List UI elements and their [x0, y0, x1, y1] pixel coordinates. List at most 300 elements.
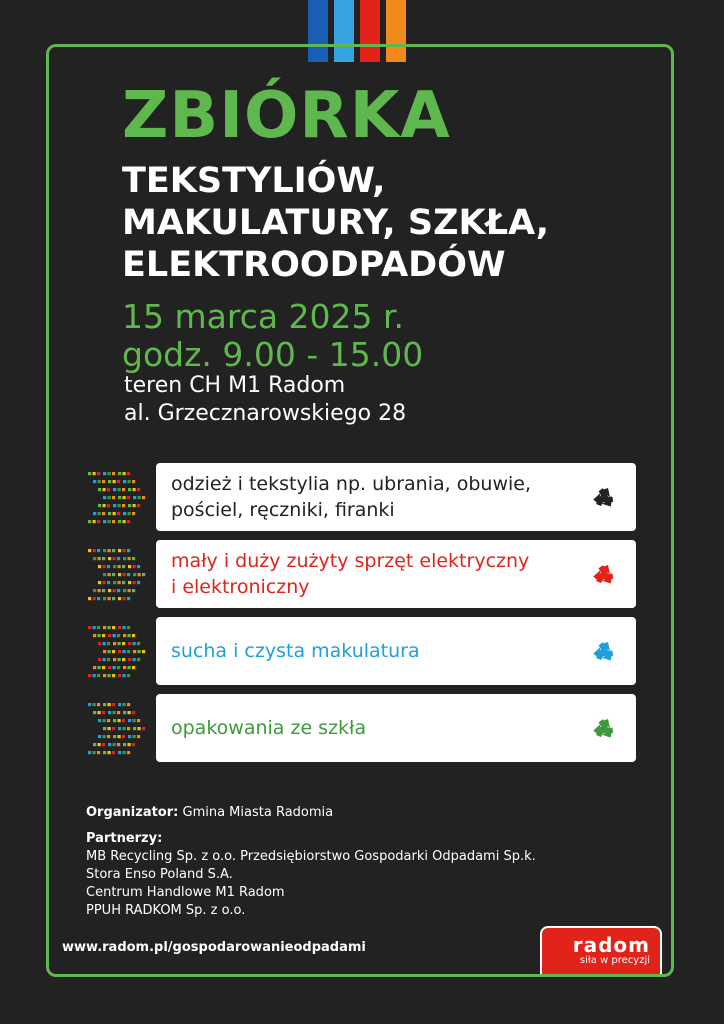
chevron-dot: [123, 650, 126, 653]
chevron-dot: [123, 634, 126, 637]
category-list: [84, 463, 636, 771]
chevron-dot: [127, 674, 130, 677]
chevron-dot: [113, 642, 116, 645]
recycle-icon: [584, 477, 624, 517]
chevron-dot: [97, 703, 100, 706]
chevron-dot: [98, 504, 101, 507]
event-time: godz. 9.00 - 15.00: [122, 335, 424, 374]
chevron-dot: [93, 751, 96, 754]
chevron-dot: [108, 520, 111, 523]
chevron-dot: [113, 589, 116, 592]
chevron-dot: [133, 719, 136, 722]
chevron-dot: [128, 743, 131, 746]
chevron-dot: [142, 727, 145, 730]
chevron-dot: [88, 626, 91, 629]
chevron-dot: [133, 581, 136, 584]
chevron-dot: [132, 557, 135, 560]
chevron-dot: [93, 703, 96, 706]
chevron-dot: [98, 581, 101, 584]
chevron-dot: [123, 557, 126, 560]
chevron-dot: [133, 735, 136, 738]
chevron-dot: [112, 751, 115, 754]
chevron-dot: [102, 666, 105, 669]
chevron-dot: [127, 573, 130, 576]
chevron-dot: [142, 650, 145, 653]
chevron-dot: [113, 565, 116, 568]
chevron-dot: [113, 504, 116, 507]
chevron-dot: [103, 597, 106, 600]
chevron-dot: [93, 472, 96, 475]
chevron-dot: [127, 727, 130, 730]
chevron-dot: [108, 674, 111, 677]
chevron-dot: [123, 597, 126, 600]
chevron-dot: [93, 634, 96, 637]
chevron-dot: [117, 480, 120, 483]
chevron-dot: [137, 581, 140, 584]
recycle-icon: [584, 631, 624, 671]
chevron-dot: [118, 488, 121, 491]
chevron-dot: [123, 589, 126, 592]
chevron-dot: [137, 719, 140, 722]
chevron-dot: [97, 751, 100, 754]
chevron-dot: [118, 496, 121, 499]
chevron-dot: [123, 480, 126, 483]
chevron-dot: [108, 634, 111, 637]
organizer: [86, 804, 333, 822]
category-line: odzież i tekstylia np. ubrania, obuwie,: [171, 473, 531, 495]
chevron-dot: [117, 557, 120, 560]
chevron-dot: [123, 472, 126, 475]
chevron-dot: [128, 711, 131, 714]
chevron-dot: [88, 520, 91, 523]
chevron-dot: [123, 573, 126, 576]
chevron-dot: [123, 666, 126, 669]
chevron-dot: [93, 674, 96, 677]
chevron-dot: [102, 557, 105, 560]
chevron-dot: [93, 512, 96, 515]
chevron-dot: [97, 597, 100, 600]
chevron-dot: [88, 703, 91, 706]
radom-logo: [540, 926, 662, 974]
chevron-dot: [133, 565, 136, 568]
chevron-dot: [127, 597, 130, 600]
organizer-label: Organizator:: [86, 805, 179, 820]
chevron-dot: [113, 666, 116, 669]
chevron-dot: [117, 634, 120, 637]
website-link[interactable]: www.radom.pl/gospodarowanieodpadami: [62, 940, 366, 955]
chevron-dot: [123, 549, 126, 552]
chevron-dot: [133, 650, 136, 653]
chevron-dot: [107, 504, 110, 507]
chevron-dot: [112, 626, 115, 629]
category-line: sucha i czysta makulatura: [171, 640, 420, 662]
category-box: [156, 694, 636, 762]
recycle-icon: [584, 708, 624, 748]
chevron-dot: [118, 735, 121, 738]
chevron-dot: [118, 650, 121, 653]
recycle-icon: [584, 554, 624, 594]
chevron-dot: [98, 711, 101, 714]
chevron-dot: [98, 512, 101, 515]
chevron-dot: [103, 549, 106, 552]
chevron-dot: [127, 520, 130, 523]
chevron-dot: [118, 642, 121, 645]
chevron-dot: [123, 743, 126, 746]
chevron-dot: [93, 520, 96, 523]
chevron-dot: [103, 751, 106, 754]
chevron-dot: [113, 658, 116, 661]
chevron-dot: [88, 549, 91, 552]
chevron-dot: [103, 581, 106, 584]
chevron-dot: [137, 565, 140, 568]
chevron-dot: [137, 735, 140, 738]
category-box: [156, 463, 636, 531]
chevron-dot: [103, 565, 106, 568]
chevron-dot: [123, 496, 126, 499]
chevron-dot: [93, 743, 96, 746]
chevron-dot: [128, 658, 131, 661]
chevron-dot: [102, 711, 105, 714]
category-text: [171, 548, 584, 600]
category-box: [156, 540, 636, 608]
chevron-dot: [128, 504, 131, 507]
chevron-dot: [93, 711, 96, 714]
chevron-dot: [103, 573, 106, 576]
chevron-dot: [118, 472, 121, 475]
category-line: i elektroniczny: [171, 576, 310, 598]
chevron-dot: [137, 488, 140, 491]
chevron-dot: [133, 658, 136, 661]
chevron-dot: [133, 488, 136, 491]
chevron-dot: [98, 719, 101, 722]
chevron-dot: [108, 496, 111, 499]
chevron-dot: [108, 480, 111, 483]
subhead: [122, 160, 549, 286]
chevron-dot: [122, 488, 125, 491]
chevron-dot: [133, 642, 136, 645]
chevron-dot: [108, 549, 111, 552]
chevron-dot: [112, 727, 115, 730]
partners-title: Partnerzy:: [86, 831, 163, 846]
chevron-dot: [118, 504, 121, 507]
chevron-dot: [98, 589, 101, 592]
chevron-dot: [112, 472, 115, 475]
category-line: mały i duży zużyty sprzęt elektryczny: [171, 550, 530, 572]
chevron-dot: [117, 589, 120, 592]
chevron-dot: [112, 674, 115, 677]
chevron-dots-icon: [84, 621, 146, 681]
chevron-dot: [123, 703, 126, 706]
chevron-dot: [112, 520, 115, 523]
logo-sub: siła w precyzji: [579, 955, 650, 966]
chevron-dots-icon: [84, 544, 146, 604]
chevron-dot: [127, 626, 130, 629]
chevron-dot: [132, 589, 135, 592]
chevron-dots-icon: [84, 698, 146, 758]
chevron-dot: [88, 674, 91, 677]
chevron-dot: [122, 719, 125, 722]
chevron-dot: [118, 573, 121, 576]
chevron-dot: [113, 480, 116, 483]
chevron-dot: [128, 581, 131, 584]
chevron-dot: [117, 666, 120, 669]
chevron-dot: [108, 597, 111, 600]
chevron-dot: [123, 512, 126, 515]
chevron-dot: [122, 642, 125, 645]
chevron-dot: [98, 666, 101, 669]
chevron-dot: [103, 520, 106, 523]
chevron-dot: [98, 634, 101, 637]
chevron-dot: [108, 573, 111, 576]
chevron-dot: [103, 735, 106, 738]
chevron-dot: [128, 512, 131, 515]
chevron-dot: [103, 727, 106, 730]
chevron-dot: [112, 703, 115, 706]
chevron-dot: [113, 557, 116, 560]
category-line: opakowania ze szkła: [171, 717, 367, 739]
chevron-dot: [117, 711, 120, 714]
headline: ZBIÓRKA: [122, 79, 451, 153]
chevron-dot: [128, 589, 131, 592]
chevron-dot: [97, 472, 100, 475]
chevron-dot: [127, 549, 130, 552]
place-line: al. Grzecznarowskiego 28: [124, 401, 407, 426]
chevron-dot: [142, 573, 145, 576]
chevron-dot: [108, 703, 111, 706]
chevron-dot: [88, 751, 91, 754]
chevron-dot: [122, 504, 125, 507]
partner-item: PPUH RADKOM Sp. z o.o.: [86, 903, 246, 918]
chevron-dot: [113, 735, 116, 738]
chevron-dot: [108, 666, 111, 669]
chevron-dot: [113, 581, 116, 584]
chevron-dot: [128, 488, 131, 491]
chevron-dot: [103, 496, 106, 499]
chevron-dot: [142, 496, 145, 499]
chevron-dot: [88, 472, 91, 475]
chevron-dot: [123, 674, 126, 677]
chevron-dot: [113, 719, 116, 722]
partners: [86, 830, 536, 920]
category-text: [171, 471, 584, 523]
category-row: [84, 694, 636, 762]
chevron-dot: [93, 480, 96, 483]
chevron-dot: [98, 642, 101, 645]
category-row: [84, 617, 636, 685]
chevron-dot: [112, 573, 115, 576]
chevron-dot: [113, 488, 116, 491]
chevron-dot: [102, 512, 105, 515]
partner-item: Centrum Handlowe M1 Radom: [86, 885, 285, 900]
chevron-dot: [113, 711, 116, 714]
chevron-dot: [118, 565, 121, 568]
chevron-dot: [118, 520, 121, 523]
chevron-dot: [103, 719, 106, 722]
chevron-dot: [138, 496, 141, 499]
chevron-dot: [108, 512, 111, 515]
chevron-dot: [128, 565, 131, 568]
chevron-dot: [103, 626, 106, 629]
chevron-dot: [107, 735, 110, 738]
chevron-dot: [97, 626, 100, 629]
category-line: pościel, ręczniki, firanki: [171, 499, 395, 521]
chevron-dot: [108, 472, 111, 475]
chevron-dot: [113, 743, 116, 746]
chevron-dot: [138, 727, 141, 730]
chevron-dot: [108, 727, 111, 730]
chevron-dot: [128, 735, 131, 738]
chevron-dot: [97, 520, 100, 523]
chevron-dot: [108, 743, 111, 746]
chevron-dot: [107, 581, 110, 584]
partner-item: Stora Enso Poland S.A.: [86, 867, 233, 882]
chevron-dot: [123, 727, 126, 730]
chevron-dot: [112, 597, 115, 600]
category-box: [156, 617, 636, 685]
chevron-dot: [122, 658, 125, 661]
chevron-dot: [108, 589, 111, 592]
chevron-dot: [112, 650, 115, 653]
partner-item: MB Recycling Sp. z o.o. Przedsiębiorstwo Gospodarki Odpadami Sp.k.: [86, 849, 536, 864]
chevron-dot: [133, 573, 136, 576]
chevron-dot: [98, 488, 101, 491]
chevron-dot: [137, 658, 140, 661]
chevron-dot: [138, 650, 141, 653]
chevron-dot: [93, 557, 96, 560]
chevron-dots-icon: [84, 467, 146, 527]
chevron-dot: [128, 557, 131, 560]
category-row: [84, 463, 636, 531]
chevron-dot: [102, 634, 105, 637]
event-datetime: [122, 298, 423, 374]
chevron-dot: [103, 674, 106, 677]
chevron-dot: [118, 727, 121, 730]
chevron-dot: [127, 650, 130, 653]
chevron-dot: [102, 743, 105, 746]
chevron-dot: [108, 751, 111, 754]
chevron-dot: [138, 573, 141, 576]
chevron-dot: [108, 650, 111, 653]
chevron-dot: [107, 719, 110, 722]
chevron-dot: [133, 727, 136, 730]
subhead-line: MAKULATURY, SZKŁA,: [122, 203, 550, 243]
chevron-dot: [123, 711, 126, 714]
event-date: 15 marca 2025 r.: [122, 297, 405, 336]
chevron-dot: [107, 488, 110, 491]
chevron-dot: [98, 743, 101, 746]
chevron-dot: [102, 589, 105, 592]
chevron-dot: [122, 581, 125, 584]
chevron-dot: [123, 751, 126, 754]
chevron-dot: [103, 504, 106, 507]
chevron-dot: [112, 496, 115, 499]
event-place: [124, 372, 406, 428]
chevron-dot: [93, 549, 96, 552]
chevron-dot: [107, 642, 110, 645]
chevron-dot: [107, 658, 110, 661]
chevron-dot: [127, 472, 130, 475]
chevron-dot: [117, 743, 120, 746]
category-text: [171, 638, 584, 664]
chevron-dot: [128, 666, 131, 669]
chevron-dot: [108, 711, 111, 714]
chevron-dot: [97, 549, 100, 552]
chevron-dot: [132, 634, 135, 637]
chevron-dot: [93, 589, 96, 592]
chevron-dot: [93, 626, 96, 629]
chevron-dot: [132, 512, 135, 515]
chevron-dot: [118, 751, 121, 754]
chevron-dot: [128, 719, 131, 722]
chevron-dot: [127, 703, 130, 706]
chevron-dot: [107, 565, 110, 568]
chevron-dot: [103, 703, 106, 706]
place-line: teren CH M1 Radom: [124, 373, 346, 398]
chevron-dot: [102, 480, 105, 483]
category-text: [171, 715, 584, 741]
chevron-dot: [128, 642, 131, 645]
subhead-line: ELEKTROODPADÓW: [122, 245, 506, 285]
chevron-dot: [117, 512, 120, 515]
chevron-dot: [93, 666, 96, 669]
chevron-dot: [122, 565, 125, 568]
chevron-dot: [137, 504, 140, 507]
chevron-dot: [113, 512, 116, 515]
chevron-dot: [132, 666, 135, 669]
chevron-dot: [137, 642, 140, 645]
chevron-dot: [118, 626, 121, 629]
chevron-dot: [128, 480, 131, 483]
chevron-dot: [118, 549, 121, 552]
chevron-dot: [123, 626, 126, 629]
chevron-dot: [103, 642, 106, 645]
chevron-dot: [133, 496, 136, 499]
chevron-dot: [133, 504, 136, 507]
chevron-dot: [97, 674, 100, 677]
chevron-dot: [132, 743, 135, 746]
chevron-dot: [128, 634, 131, 637]
chevron-dot: [98, 565, 101, 568]
chevron-dot: [113, 634, 116, 637]
chevron-dot: [112, 549, 115, 552]
organizer-value: Gmina Miasta Radomia: [182, 805, 334, 820]
chevron-dot: [103, 658, 106, 661]
chevron-dot: [98, 658, 101, 661]
chevron-dot: [118, 703, 121, 706]
chevron-dot: [118, 674, 121, 677]
chevron-dot: [108, 557, 111, 560]
chevron-dot: [98, 557, 101, 560]
chevron-dot: [93, 597, 96, 600]
chevron-dot: [118, 597, 121, 600]
logo-main: radom: [572, 933, 650, 957]
chevron-dot: [103, 650, 106, 653]
category-row: [84, 540, 636, 608]
chevron-dot: [88, 597, 91, 600]
chevron-dot: [122, 735, 125, 738]
chevron-dot: [127, 751, 130, 754]
chevron-dot: [127, 496, 130, 499]
chevron-dot: [103, 472, 106, 475]
chevron-dot: [103, 488, 106, 491]
chevron-dot: [108, 626, 111, 629]
chevron-dot: [123, 520, 126, 523]
chevron-dot: [118, 581, 121, 584]
chevron-dot: [118, 658, 121, 661]
chevron-dot: [132, 711, 135, 714]
chevron-dot: [98, 735, 101, 738]
chevron-dot: [118, 719, 121, 722]
